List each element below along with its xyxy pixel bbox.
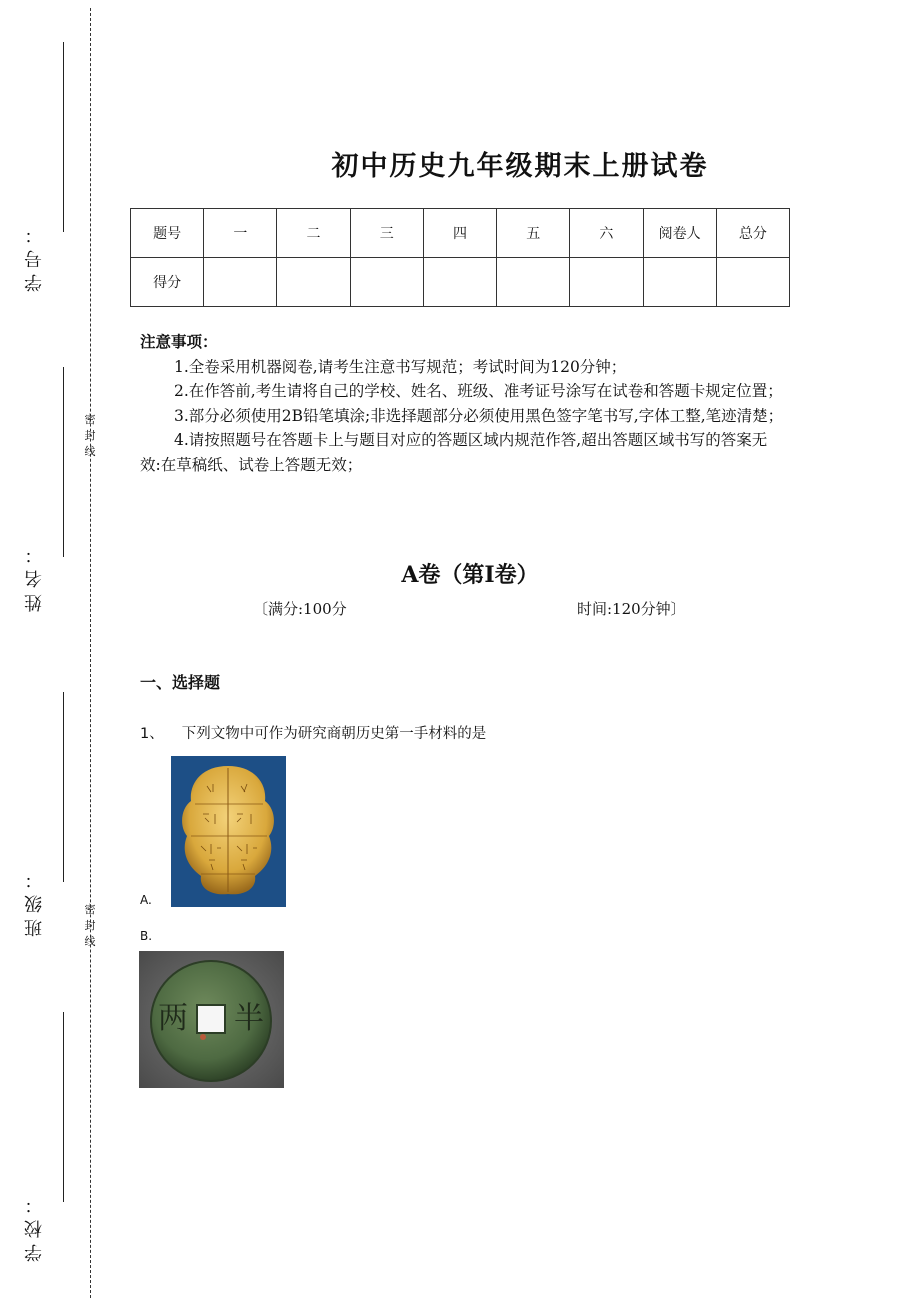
name-field — [22, 365, 62, 625]
score-cell[interactable] — [204, 258, 277, 307]
option-a-label[interactable]: A. — [140, 893, 152, 907]
notes-heading: 注意事项： — [140, 332, 218, 351]
full-score-text: 〔满分:100分 — [253, 600, 347, 618]
question-1 — [140, 722, 486, 743]
notes-item: 1.全卷采用机器阅卷,请考生注意书写规范；考试时间为120分钟； — [174, 357, 627, 376]
notes-section — [140, 330, 785, 477]
seal-mark-upper: 密 封 线 — [84, 413, 96, 458]
seal-mark-lower: 密 封 线 — [84, 903, 96, 948]
score-header-cell: 三 — [350, 209, 423, 258]
name-label: 姓名： — [24, 540, 45, 612]
score-header-cell: 五 — [497, 209, 570, 258]
score-table-score-row — [131, 258, 790, 307]
score-header-cell: 题号 — [131, 209, 204, 258]
ancient-coin-image[interactable] — [139, 951, 284, 1088]
volume-title: A卷（第I卷） — [401, 562, 539, 588]
name-line[interactable] — [63, 367, 64, 557]
class-line[interactable] — [63, 692, 64, 882]
class-field — [22, 690, 62, 950]
score-cell[interactable] — [643, 258, 716, 307]
school-line[interactable] — [63, 1012, 64, 1202]
score-cell[interactable] — [350, 258, 423, 307]
exam-time-text: 时间:120分钟〕 — [577, 600, 686, 618]
score-header-cell: 二 — [277, 209, 350, 258]
school-field — [22, 1010, 62, 1270]
notes-item: 2.在作答前,考生请将自己的学校、姓名、班级、准考证号涂写在试卷和答题卡规定位置； — [174, 382, 783, 400]
class-label: 班级： — [24, 865, 45, 937]
score-cell[interactable] — [277, 258, 350, 307]
score-cell[interactable] — [423, 258, 496, 307]
score-header-cell: 四 — [423, 209, 496, 258]
school-label: 学校： — [24, 1190, 45, 1262]
score-table-header-row — [131, 209, 790, 258]
question-number: 1、 — [140, 726, 164, 742]
page-title: 初中历史九年级期末上册试卷 — [331, 151, 709, 182]
option-b-label[interactable]: B. — [140, 929, 153, 943]
score-header-cell: 阅卷人 — [643, 209, 716, 258]
score-table — [130, 208, 790, 307]
score-header-cell: 六 — [570, 209, 643, 258]
coin-char-right: 半 — [234, 1001, 264, 1036]
student-id-label: 学号： — [24, 220, 45, 292]
notes-item: 3.部分必须使用2B铅笔填涂;非选择题部分必须使用黑色签字笔书写,字体工整,笔迹清楚； — [174, 406, 784, 425]
student-id-field — [22, 40, 62, 300]
score-header-cell: 一 — [204, 209, 277, 258]
question-text: 下列文物中可作为研究商朝历史第一手材料的是 — [181, 726, 487, 742]
student-id-line[interactable] — [63, 42, 64, 232]
score-cell[interactable] — [570, 258, 643, 307]
score-cell[interactable] — [497, 258, 570, 307]
score-header-cell: 总分 — [716, 209, 789, 258]
oracle-bone-image[interactable] — [171, 756, 286, 907]
score-row-label: 得分 — [131, 258, 204, 307]
section-heading: 一、选择题 — [140, 673, 221, 692]
notes-item: 4.请按照题号在答题卡上与题目对应的答题区域内规范作答,超出答题区域书写的答案无效:在草稿纸、试卷上答题无效； — [140, 431, 768, 474]
coin-char-left: 两 — [158, 1001, 188, 1036]
binding-dashed-line — [90, 8, 91, 1298]
score-cell[interactable] — [716, 258, 789, 307]
